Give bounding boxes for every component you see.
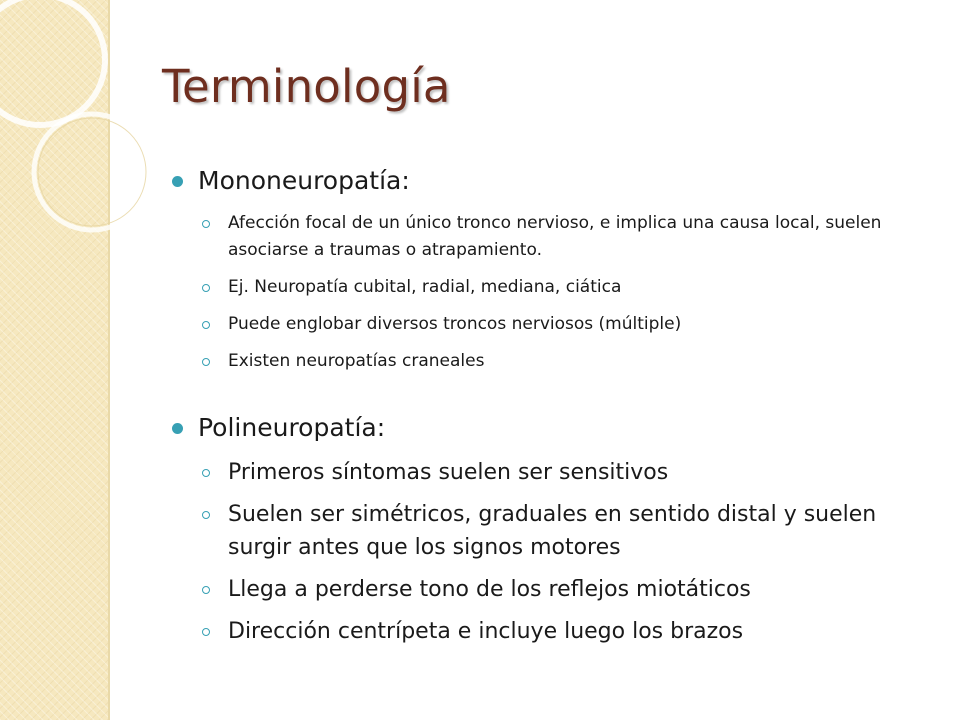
list-item xyxy=(168,274,898,301)
filled-circle-bullet-icon xyxy=(172,423,183,434)
list-item-text: Afección focal de un único tronco nervioso, e implica una causa local, suelen asociarse a traumas o atrapamiento. xyxy=(228,213,882,260)
list-item-text: Primeros síntomas suelen ser sensitivos xyxy=(228,460,669,485)
ring-bullet-icon xyxy=(202,321,210,329)
filled-circle-bullet-icon xyxy=(172,176,183,187)
list-item xyxy=(168,573,898,606)
decorative-circles-icon xyxy=(0,0,160,260)
list-item xyxy=(168,210,898,264)
ring-bullet-icon xyxy=(202,220,210,228)
list-item-text: Existen neuropatías craneales xyxy=(228,351,485,371)
list-item xyxy=(168,456,898,489)
list-item xyxy=(168,498,898,564)
ring-bullet-icon xyxy=(202,628,210,636)
sub-bullet-list xyxy=(168,456,898,648)
ring-bullet-icon xyxy=(202,358,210,366)
section-heading xyxy=(168,162,898,200)
ring-bullet-icon xyxy=(202,284,210,292)
list-item-text: Puede englobar diversos troncos nerviosos (múltiple) xyxy=(228,314,682,334)
list-item-text: Suelen ser simétricos, graduales en sentido distal y suelen surgir antes que los signos motores xyxy=(228,502,877,560)
ring-bullet-icon xyxy=(202,469,210,477)
section-mononeuropatia xyxy=(168,162,898,375)
list-item xyxy=(168,615,898,648)
ring-bullet-icon xyxy=(202,586,210,594)
section-heading-text: Polineuropatía: xyxy=(198,413,386,442)
sub-bullet-list xyxy=(168,210,898,375)
ring-bullet-icon xyxy=(202,511,210,519)
list-item-text: Dirección centrípeta e incluye luego los brazos xyxy=(228,619,744,644)
section-polineuropatia xyxy=(168,409,898,648)
slide-title: Terminología xyxy=(162,60,451,113)
list-item xyxy=(168,348,898,375)
list-item xyxy=(168,311,898,338)
section-heading xyxy=(168,409,898,447)
list-item-text: Llega a perderse tono de los reflejos miotáticos xyxy=(228,577,751,602)
slide-content xyxy=(168,162,898,648)
section-heading-text: Mononeuropatía: xyxy=(198,166,410,195)
list-item-text: Ej. Neuropatía cubital, radial, mediana, ciática xyxy=(228,277,622,297)
